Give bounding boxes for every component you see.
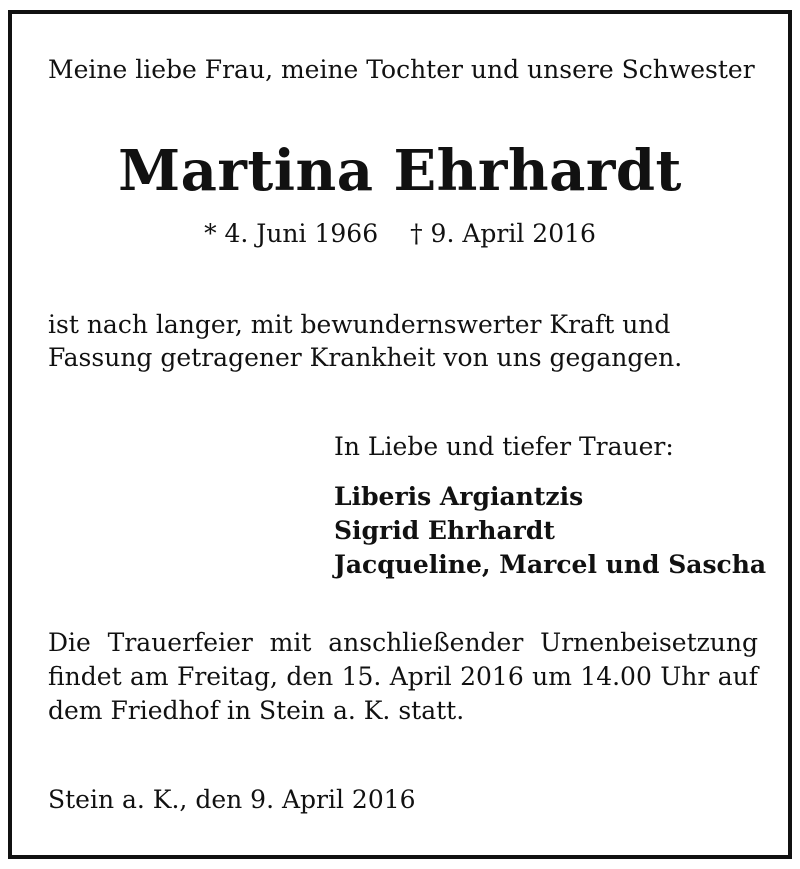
mourner-name: Jacqueline, Marcel und Sascha: [334, 550, 767, 579]
intro-text: Meine liebe Frau, meine Tochter und unsere Schwester: [48, 55, 755, 84]
deceased-name: Martina Ehrhardt: [118, 138, 682, 204]
life-dates: [12, 216, 788, 252]
funeral-details: [48, 626, 758, 728]
obituary-notice: [8, 10, 792, 859]
birth-date: * 4. Juni 1966: [204, 219, 379, 248]
funeral-line: dem Friedhof in Stein a. K. statt.: [48, 696, 465, 725]
funeral-line: findet am Freitag, den 15. April 2016 um 14.00 Uhr auf: [48, 662, 758, 691]
funeral-line: Die Trauerfeier mit anschließender Urnenbeisetzung: [48, 628, 758, 657]
mourning-intro: In Liebe und tiefer Trauer:: [334, 432, 674, 461]
mourner-name: Sigrid Ehrhardt: [334, 516, 555, 545]
message-line: ist nach langer, mit bewundernswerter Kraft und: [48, 310, 671, 339]
mourner-name: Liberis Argiantzis: [334, 482, 584, 511]
place-and-date: Stein a. K., den 9. April 2016: [48, 785, 416, 814]
message-line: Fassung getragener Krankheit von uns gegangen.: [48, 343, 683, 372]
death-date: † 9. April 2016: [410, 219, 596, 248]
message-text: [48, 308, 748, 374]
